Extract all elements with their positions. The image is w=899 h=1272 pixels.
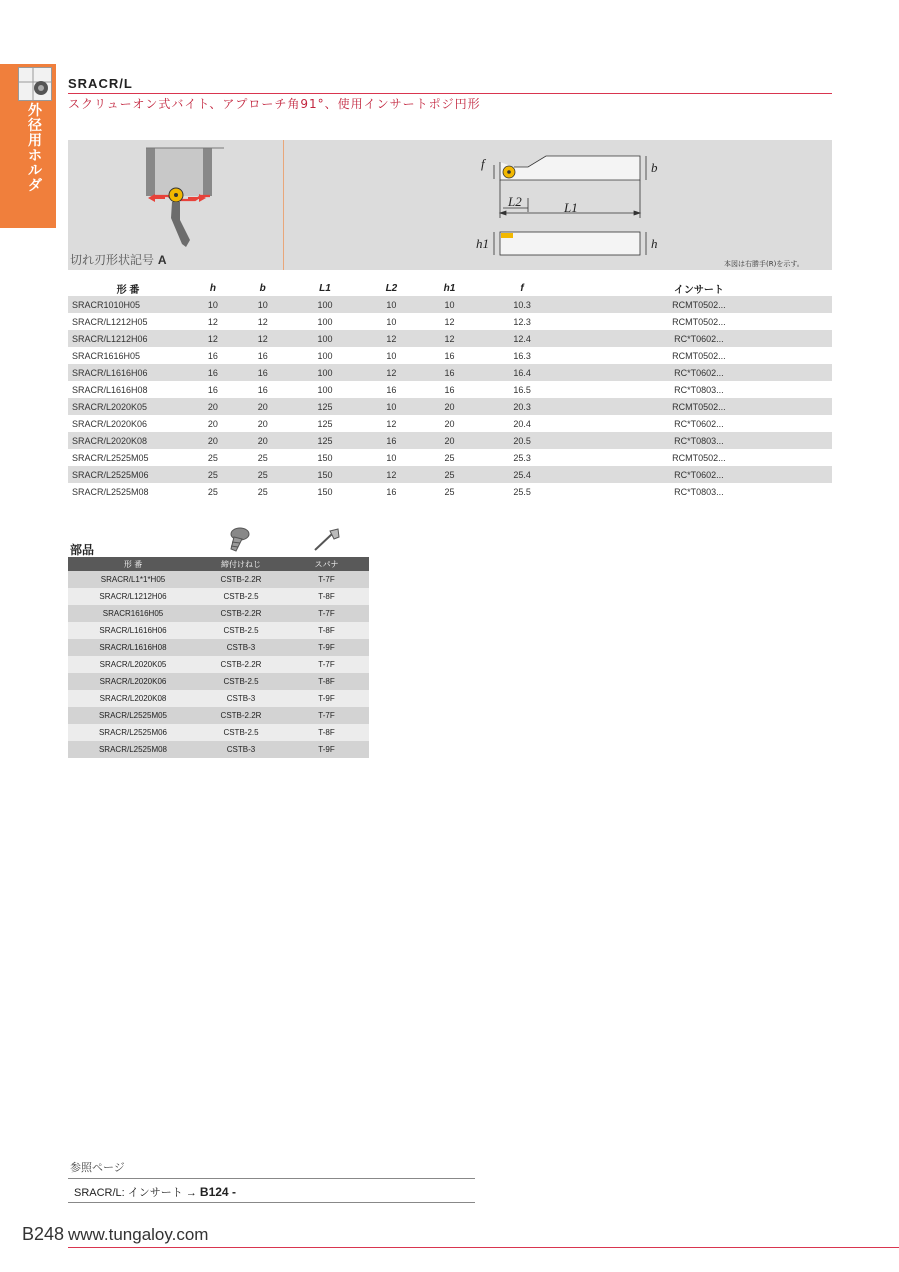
- parts-cell: CSTB-3: [198, 639, 284, 656]
- parts-row: [68, 622, 369, 639]
- parts-row: [68, 724, 369, 741]
- table-cell: 125: [317, 418, 333, 429]
- table-cell: 16.3: [513, 350, 531, 361]
- parts-cell: CSTB-2.5: [198, 588, 284, 605]
- side-tab-label: 外径用ホルダ: [28, 103, 42, 194]
- parts-cell: CSTB-2.2R: [198, 656, 284, 673]
- table-cell: 12.3: [513, 316, 531, 327]
- table-cell: 20: [188, 432, 238, 449]
- table-cell: 16: [444, 384, 455, 395]
- table-cell: 12.4: [478, 330, 565, 347]
- table-cell: 10: [386, 350, 397, 361]
- parts-cell: SRACR/L1616H06: [68, 622, 198, 639]
- table-cell: 20: [420, 432, 478, 449]
- table-cell: SRACR/L1212H06: [68, 330, 188, 347]
- table-cell: RC*T0602...: [566, 466, 832, 483]
- parts-cell: SRACR/L2020K08: [68, 690, 198, 707]
- table-row: [68, 449, 832, 466]
- spec-table: [68, 281, 832, 500]
- parts-row: [68, 707, 369, 724]
- table-row: [68, 364, 832, 381]
- dim-label-l2: L2: [508, 194, 522, 209]
- parts-cell: SRACR/L1212H06: [68, 588, 198, 605]
- parts-table-header: [68, 557, 369, 571]
- table-cell: 10: [362, 398, 420, 415]
- reference-divider-top: [68, 1178, 475, 1179]
- table-row: [68, 313, 832, 330]
- figure-note: 本図は右勝手(R)を示す。: [724, 260, 804, 268]
- table-cell: 20: [444, 418, 455, 429]
- table-cell: SRACR1010H05: [68, 296, 188, 313]
- table-cell: 25: [207, 486, 218, 497]
- dim-label-b: b: [651, 160, 658, 175]
- table-cell: 25: [444, 452, 455, 463]
- table-row: [68, 296, 832, 313]
- table-cell: 16: [420, 364, 478, 381]
- table-cell: 12: [386, 418, 397, 429]
- table-cell: SRACR/L2525M05: [72, 452, 149, 463]
- parts-cell: T-7F: [284, 571, 369, 588]
- parts-cell: T-7F: [284, 707, 369, 724]
- parts-cell: SRACR/L2020K06: [68, 673, 198, 690]
- table-cell: 16: [386, 384, 397, 395]
- table-row: [68, 398, 832, 415]
- table-cell: RC*T0602...: [674, 418, 724, 429]
- table-cell: 10: [386, 452, 397, 463]
- table-cell: RCMT0502...: [672, 452, 726, 463]
- table-cell: SRACR1616H05: [72, 350, 141, 361]
- table-cell: 10: [420, 296, 478, 313]
- table-cell: SRACR/L1212H05: [72, 316, 148, 327]
- parts-cell: T-8F: [284, 673, 369, 690]
- table-cell: RCMT0502...: [566, 296, 832, 313]
- header-insert: インサート: [673, 285, 724, 296]
- table-cell: 25: [444, 486, 455, 497]
- table-cell: 100: [317, 350, 333, 361]
- footer-url[interactable]: www.tungaloy.com: [68, 1225, 209, 1244]
- table-row: [68, 330, 832, 347]
- reference-label: 参照ページ: [70, 1161, 125, 1174]
- table-cell: RC*T0602...: [566, 364, 832, 381]
- table-cell: 16.5: [513, 384, 531, 395]
- table-cell: 10: [238, 296, 288, 313]
- caption-code: A: [157, 253, 167, 267]
- table-cell: RC*T0803...: [674, 384, 724, 395]
- table-cell: RCMT0502...: [672, 350, 726, 361]
- screw-icon: [222, 527, 252, 557]
- table-cell: 10: [188, 296, 238, 313]
- table-cell: 125: [288, 432, 363, 449]
- page-number: B248: [22, 1224, 65, 1244]
- table-cell: 12: [362, 466, 420, 483]
- table-cell: 16: [207, 384, 218, 395]
- table-cell: 20: [420, 398, 478, 415]
- table-cell: 20: [188, 398, 238, 415]
- parts-header-wrench: スパナ: [284, 557, 369, 571]
- table-cell: 25: [420, 466, 478, 483]
- dim-label-h: h: [651, 236, 658, 251]
- table-cell: 10.3: [478, 296, 565, 313]
- table-cell: RCMT0502...: [672, 316, 726, 327]
- table-cell: 25: [188, 466, 238, 483]
- table-cell: 10: [362, 296, 420, 313]
- reference-page[interactable]: B124 -: [199, 1185, 236, 1199]
- parts-header-model: 形 番: [68, 557, 198, 571]
- table-cell: RC*T0803...: [566, 432, 832, 449]
- parts-row: [68, 656, 369, 673]
- parts-title: 部品: [70, 543, 95, 557]
- table-cell: 12: [420, 330, 478, 347]
- table-cell: SRACR/L2020K08: [68, 432, 188, 449]
- table-cell: 100: [288, 296, 363, 313]
- table-cell: 20: [238, 432, 288, 449]
- parts-row: [68, 588, 369, 605]
- table-cell: 12: [238, 330, 288, 347]
- parts-row: [68, 605, 369, 622]
- parts-row: [68, 741, 369, 758]
- table-cell: 20: [238, 398, 288, 415]
- parts-table: [68, 557, 369, 758]
- parts-cell: T-9F: [284, 741, 369, 758]
- table-cell: 25: [238, 466, 288, 483]
- table-cell: 16.4: [478, 364, 565, 381]
- parts-cell: SRACR/L2020K05: [68, 656, 198, 673]
- parts-cell: CSTB-3: [198, 690, 284, 707]
- parts-cell: T-8F: [284, 724, 369, 741]
- parts-row: [68, 571, 369, 588]
- parts-cell: CSTB-2.2R: [198, 707, 284, 724]
- dim-label-h1: h1: [476, 236, 489, 251]
- table-cell: RCMT0502...: [566, 398, 832, 415]
- dim-label-f: f: [481, 156, 485, 171]
- tool-figure-panel: [68, 140, 832, 270]
- table-row: [68, 483, 832, 500]
- table-cell: 25: [257, 452, 268, 463]
- page-title: SRACR/L: [68, 76, 133, 91]
- parts-cell: CSTB-2.5: [198, 673, 284, 690]
- table-cell: 100: [288, 330, 363, 347]
- table-cell: 150: [317, 452, 333, 463]
- table-cell: SRACR/L2020K05: [68, 398, 188, 415]
- parts-cell: CSTB-2.2R: [198, 605, 284, 622]
- header-model: 形 番: [116, 285, 140, 296]
- table-cell: 20: [207, 418, 218, 429]
- dim-label-l1: L1: [564, 200, 578, 215]
- reference-divider-bottom: [68, 1202, 475, 1203]
- table-cell: 16: [362, 432, 420, 449]
- parts-cell: SRACR/L2525M08: [68, 741, 198, 758]
- header-h1: h1: [443, 283, 456, 294]
- reference-text: SRACR/L: インサート →: [74, 1187, 197, 1199]
- header-l1: L1: [319, 283, 331, 294]
- parts-row: [68, 639, 369, 656]
- header-b: b: [259, 283, 266, 294]
- table-row: [68, 381, 832, 398]
- table-cell: 150: [317, 486, 333, 497]
- table-row: [68, 432, 832, 449]
- table-cell: 20: [257, 418, 268, 429]
- table-cell: 12: [188, 330, 238, 347]
- table-cell: 16: [386, 486, 397, 497]
- parts-row: [68, 673, 369, 690]
- header-f: f: [520, 283, 524, 294]
- table-cell: 12: [257, 316, 268, 327]
- turning-tool-icon: [18, 67, 52, 101]
- title-divider: [68, 93, 832, 94]
- table-cell: RC*T0803...: [674, 486, 724, 497]
- table-cell: 100: [288, 364, 363, 381]
- table-cell: 100: [317, 384, 333, 395]
- table-cell: 20.4: [513, 418, 531, 429]
- table-cell: SRACR/L2525M08: [72, 486, 149, 497]
- parts-cell: SRACR1616H05: [68, 605, 198, 622]
- table-cell: 16: [257, 350, 268, 361]
- spec-table-header: [68, 281, 832, 296]
- table-cell: 25.3: [513, 452, 531, 463]
- table-cell: 125: [288, 398, 363, 415]
- table-cell: 16: [188, 364, 238, 381]
- wrench-icon: [312, 527, 342, 557]
- table-cell: 25.5: [513, 486, 531, 497]
- table-cell: 20.5: [478, 432, 565, 449]
- cutting-edge-caption: [70, 251, 167, 268]
- table-cell: SRACR/L1616H08: [72, 384, 148, 395]
- header-l2: L2: [385, 283, 398, 294]
- table-cell: 12: [444, 316, 455, 327]
- parts-cell: SRACR/L1616H08: [68, 639, 198, 656]
- table-cell: 150: [288, 466, 363, 483]
- table-cell: 25: [257, 486, 268, 497]
- footer-divider: [68, 1247, 899, 1248]
- table-cell: 20.3: [478, 398, 565, 415]
- table-cell: SRACR/L2020K06: [72, 418, 148, 429]
- table-cell: 16: [444, 350, 455, 361]
- parts-cell: SRACR/L1*1*H05: [68, 571, 198, 588]
- parts-cell: CSTB-2.5: [198, 622, 284, 639]
- table-cell: 12: [362, 330, 420, 347]
- table-cell: 100: [317, 316, 333, 327]
- parts-cell: T-8F: [284, 588, 369, 605]
- parts-cell: SRACR/L2525M06: [68, 724, 198, 741]
- parts-cell: T-8F: [284, 622, 369, 639]
- cutting-edge-diagram: [146, 148, 224, 247]
- parts-cell: CSTB-2.5: [198, 724, 284, 741]
- table-cell: 12: [207, 316, 218, 327]
- table-row: [68, 347, 832, 364]
- parts-cell: T-7F: [284, 656, 369, 673]
- table-cell: 16: [207, 350, 218, 361]
- parts-cell: T-7F: [284, 605, 369, 622]
- parts-cell: T-9F: [284, 690, 369, 707]
- table-cell: RC*T0602...: [566, 330, 832, 347]
- parts-cell: SRACR/L2525M05: [68, 707, 198, 724]
- table-cell: 12: [362, 364, 420, 381]
- table-row: [68, 466, 832, 483]
- table-cell: 16: [257, 384, 268, 395]
- parts-cell: T-9F: [284, 639, 369, 656]
- reference-link[interactable]: [74, 1184, 236, 1200]
- table-cell: SRACR/L2525M06: [68, 466, 188, 483]
- parts-header-screw: 締付けねじ: [198, 557, 284, 571]
- table-cell: 25: [207, 452, 218, 463]
- parts-cell: CSTB-2.2R: [198, 571, 284, 588]
- page-subtitle: スクリューオン式バイト、アプローチ角91°、使用インサートポジ円形: [68, 97, 481, 111]
- table-cell: 10: [386, 316, 397, 327]
- parts-cell: CSTB-3: [198, 741, 284, 758]
- table-cell: 16: [238, 364, 288, 381]
- table-cell: SRACR/L1616H06: [68, 364, 188, 381]
- parts-row: [68, 690, 369, 707]
- caption-text: 切れ刃形状記号: [70, 253, 155, 267]
- figure-divider: [283, 140, 284, 270]
- table-cell: 25.4: [478, 466, 565, 483]
- table-row: [68, 415, 832, 432]
- header-h: h: [209, 283, 216, 294]
